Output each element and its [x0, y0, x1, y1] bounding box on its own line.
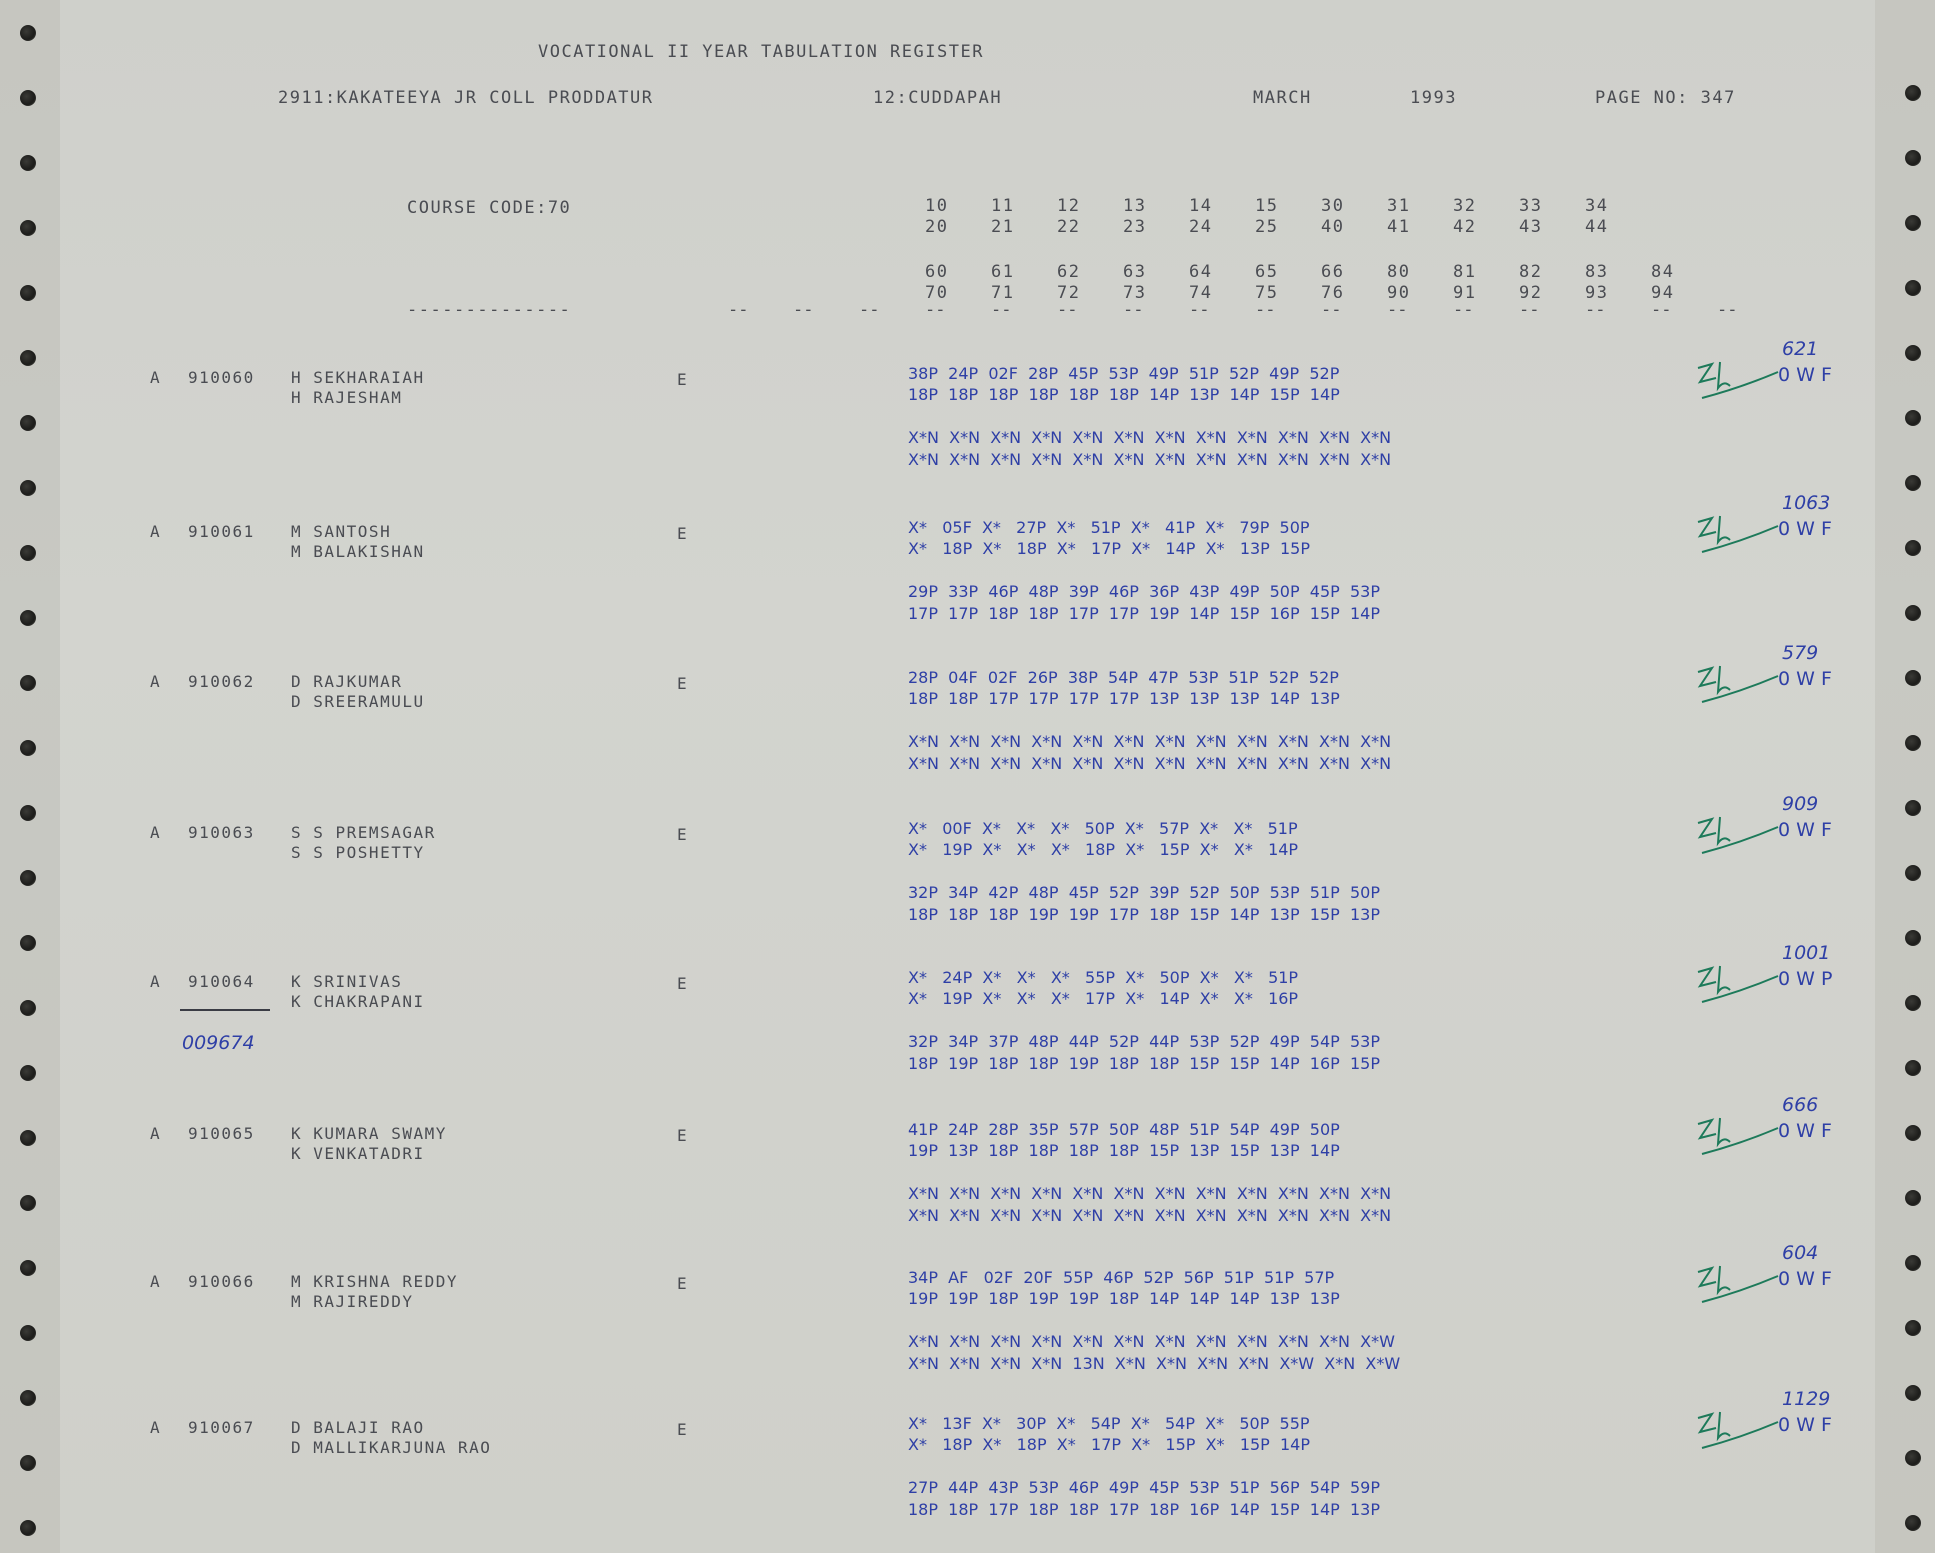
medium-code: E — [677, 370, 689, 389]
subject-code: 34 — [1585, 196, 1609, 216]
roll-number: 910066 — [188, 1272, 255, 1291]
subject-code: 32 — [1453, 196, 1477, 216]
feed-hole — [1905, 865, 1921, 881]
subject-code: 43 — [1519, 217, 1543, 237]
feed-hole — [20, 935, 36, 951]
marks-row-2: X* 19P X* X* X* 18P X* 15P X* X* 14P — [908, 840, 1299, 859]
father-name: D SREERAMULU — [291, 692, 425, 711]
student-category: A — [150, 1124, 162, 1143]
medium-code: E — [677, 1420, 689, 1439]
feed-hole — [20, 155, 36, 171]
subject-code: 24 — [1189, 217, 1213, 237]
examiner-signature — [1690, 1262, 1780, 1312]
student-category: A — [150, 672, 162, 691]
examiner-signature — [1690, 1408, 1780, 1458]
result-code: 0 W F — [1778, 1414, 1832, 1436]
column-dash: -- — [859, 300, 880, 320]
medium-code: E — [677, 1274, 689, 1293]
student-name: K KUMARA SWAMY — [291, 1124, 447, 1143]
result-code: 0 W F — [1778, 668, 1832, 690]
feed-hole — [1905, 345, 1921, 361]
column-dash: -- — [1189, 300, 1210, 320]
marks-row-3: X*N X*N X*N X*N X*N X*N X*N X*N X*N X*N X*N X*N — [908, 1184, 1392, 1203]
subject-code: 73 — [1123, 283, 1147, 303]
subject-code: 74 — [1189, 283, 1213, 303]
medium-code: E — [677, 524, 689, 543]
subject-code: 42 — [1453, 217, 1477, 237]
result-code: 0 W F — [1778, 364, 1832, 386]
college-name: 2911:KAKATEEYA JR COLL PRODDATUR — [278, 88, 654, 108]
marks-row-3: 27P 44P 43P 53P 46P 49P 45P 53P 51P 56P 54P 59P — [908, 1478, 1380, 1497]
subject-code: 15 — [1255, 196, 1279, 216]
feed-hole — [1905, 1320, 1921, 1336]
subject-code: 65 — [1255, 262, 1279, 282]
result-code: 0 W F — [1778, 1120, 1832, 1142]
marks-row-3: X*N X*N X*N X*N X*N X*N X*N X*N X*N X*N X*N X*N — [908, 428, 1392, 447]
column-dash: -- — [925, 300, 946, 320]
marks-row-4: X*N X*N X*N X*N X*N X*N X*N X*N X*N X*N X*N X*N — [908, 1206, 1392, 1225]
column-dash: -- — [1321, 300, 1342, 320]
marks-row-3: 32P 34P 42P 48P 45P 52P 39P 52P 50P 53P 51P 50P — [908, 883, 1380, 902]
student-category: A — [150, 972, 162, 991]
roll-number: 910060 — [188, 368, 255, 387]
exam-month: MARCH — [1253, 88, 1312, 108]
feed-hole — [1905, 85, 1921, 101]
marks-row-2: 18P 18P 17P 17P 17P 17P 13P 13P 13P 14P 13P — [908, 689, 1340, 708]
subject-code: 91 — [1453, 283, 1477, 303]
feed-hole — [1905, 1255, 1921, 1271]
feed-hole — [20, 1065, 36, 1081]
feed-hole — [1905, 735, 1921, 751]
total-marks: 1129 — [1782, 1388, 1831, 1410]
handwritten-note: 009674 — [182, 1032, 255, 1054]
column-dash: -- — [1519, 300, 1540, 320]
feed-hole — [20, 1390, 36, 1406]
feed-hole — [20, 675, 36, 691]
feed-hole — [1905, 540, 1921, 556]
subject-code: 21 — [991, 217, 1015, 237]
feed-hole — [20, 1260, 36, 1276]
marks-row-1: 38P 24P 02F 28P 45P 53P 49P 51P 52P 49P 52P — [908, 364, 1340, 383]
marks-row-2: X* 19P X* X* X* 17P X* 14P X* X* 16P — [908, 989, 1299, 1008]
column-dash: -- — [1057, 300, 1078, 320]
examiner-signature — [1690, 1114, 1780, 1164]
roll-underline — [180, 1009, 270, 1011]
marks-row-4: 18P 18P 17P 18P 18P 17P 18P 16P 14P 15P 14P 13P — [908, 1500, 1380, 1519]
subject-code: 72 — [1057, 283, 1081, 303]
subject-code: 94 — [1651, 283, 1675, 303]
feed-hole — [20, 1455, 36, 1471]
marks-row-3: X*N X*N X*N X*N X*N X*N X*N X*N X*N X*N X*N X*W — [908, 1332, 1395, 1351]
father-name: M RAJIREDDY — [291, 1292, 414, 1311]
column-dash: -- — [1717, 300, 1738, 320]
header-separator: -------------- — [407, 300, 572, 320]
feed-hole — [1905, 150, 1921, 166]
marks-row-4: X*N X*N X*N X*N X*N X*N X*N X*N X*N X*N X*N X*N — [908, 754, 1392, 773]
feed-hole — [20, 350, 36, 366]
exam-year: 1993 — [1410, 88, 1457, 108]
marks-row-2: 19P 19P 18P 19P 19P 18P 14P 14P 14P 13P 13P — [908, 1289, 1340, 1308]
examiner-signature — [1690, 662, 1780, 712]
marks-row-3: 29P 33P 46P 48P 39P 46P 36P 43P 49P 50P 45P 53P — [908, 582, 1380, 601]
feed-hole — [1905, 1385, 1921, 1401]
roll-number: 910062 — [188, 672, 255, 691]
examiner-signature — [1690, 813, 1780, 863]
column-dash: -- — [1123, 300, 1144, 320]
marks-row-2: 18P 18P 18P 18P 18P 18P 14P 13P 14P 15P 14P — [908, 385, 1340, 404]
district: 12:CUDDAPAH — [873, 88, 1003, 108]
medium-code: E — [677, 674, 689, 693]
marks-row-1: X* 00F X* X* X* 50P X* 57P X* X* 51P — [908, 819, 1298, 838]
total-marks: 1063 — [1782, 492, 1831, 514]
father-name: D MALLIKARJUNA RAO — [291, 1438, 492, 1457]
register-title: VOCATIONAL II YEAR TABULATION REGISTER — [538, 42, 984, 62]
marks-row-1: X* 05F X* 27P X* 51P X* 41P X* 79P 50P — [908, 518, 1310, 537]
total-marks: 579 — [1782, 642, 1819, 664]
marks-row-1: 41P 24P 28P 35P 57P 50P 48P 51P 54P 49P 50P — [908, 1120, 1340, 1139]
marks-row-4: 18P 19P 18P 18P 19P 18P 18P 15P 15P 14P 16P 15P — [908, 1054, 1380, 1073]
student-category: A — [150, 823, 162, 842]
feed-hole — [20, 1130, 36, 1146]
feed-hole — [1905, 605, 1921, 621]
subject-code: 63 — [1123, 262, 1147, 282]
student-name: M KRISHNA REDDY — [291, 1272, 458, 1291]
subject-code: 81 — [1453, 262, 1477, 282]
marks-row-1: X* 13F X* 30P X* 54P X* 54P X* 50P 55P — [908, 1414, 1310, 1433]
marks-row-3: X*N X*N X*N X*N X*N X*N X*N X*N X*N X*N X*N X*N — [908, 732, 1392, 751]
medium-code: E — [677, 974, 689, 993]
column-dash: -- — [1453, 300, 1474, 320]
subject-code: 62 — [1057, 262, 1081, 282]
subject-code: 84 — [1651, 262, 1675, 282]
father-name: M BALAKISHAN — [291, 542, 425, 561]
result-code: 0 W F — [1778, 518, 1832, 540]
result-code: 0 W F — [1778, 819, 1832, 841]
marks-row-4: X*N X*N X*N X*N 13N X*N X*N X*N X*N X*W X*N X*W — [908, 1354, 1401, 1373]
feed-hole — [20, 25, 36, 41]
marks-row-1: 28P 04F 02F 26P 38P 54P 47P 53P 51P 52P 52P — [908, 668, 1339, 687]
total-marks: 1001 — [1782, 942, 1831, 964]
feed-hole — [1905, 215, 1921, 231]
marks-row-2: X* 18P X* 18P X* 17P X* 15P X* 15P 14P — [908, 1435, 1310, 1454]
column-dash: -- — [1585, 300, 1606, 320]
right-tractor-strip — [1875, 0, 1935, 1553]
marks-row-4: 18P 18P 18P 19P 19P 17P 18P 15P 14P 13P 15P 13P — [908, 905, 1380, 924]
subject-code: 83 — [1585, 262, 1609, 282]
feed-hole — [1905, 475, 1921, 491]
total-marks: 604 — [1782, 1242, 1819, 1264]
subject-code: 44 — [1585, 217, 1609, 237]
feed-hole — [1905, 995, 1921, 1011]
feed-hole — [20, 1520, 36, 1536]
subject-code: 92 — [1519, 283, 1543, 303]
subject-code: 60 — [925, 262, 949, 282]
medium-code: E — [677, 825, 689, 844]
marks-row-2: X* 18P X* 18P X* 17P X* 14P X* 13P 15P — [908, 539, 1310, 558]
student-category: A — [150, 522, 162, 541]
student-name: D RAJKUMAR — [291, 672, 403, 691]
total-marks: 666 — [1782, 1094, 1819, 1116]
marks-row-1: 34P AF 02F 20F 55P 46P 52P 56P 51P 51P 57P — [908, 1268, 1335, 1287]
feed-hole — [20, 805, 36, 821]
feed-hole — [1905, 800, 1921, 816]
subject-code: 40 — [1321, 217, 1345, 237]
feed-hole — [1905, 1190, 1921, 1206]
father-name: H RAJESHAM — [291, 388, 403, 407]
subject-code: 23 — [1123, 217, 1147, 237]
marks-row-4: X*N X*N X*N X*N X*N X*N X*N X*N X*N X*N X*N X*N — [908, 450, 1392, 469]
subject-code: 75 — [1255, 283, 1279, 303]
subject-code: 66 — [1321, 262, 1345, 282]
examiner-signature — [1690, 962, 1780, 1012]
subject-code: 30 — [1321, 196, 1345, 216]
subject-code: 22 — [1057, 217, 1081, 237]
feed-hole — [20, 220, 36, 236]
roll-number: 910067 — [188, 1418, 255, 1437]
feed-hole — [1905, 410, 1921, 426]
feed-hole — [20, 1195, 36, 1211]
student-category: A — [150, 368, 162, 387]
subject-code: 70 — [925, 283, 949, 303]
feed-hole — [1905, 1450, 1921, 1466]
subject-code: 25 — [1255, 217, 1279, 237]
feed-hole — [20, 740, 36, 756]
subject-code: 31 — [1387, 196, 1411, 216]
column-dash: -- — [728, 300, 749, 320]
roll-number: 910064 — [188, 972, 255, 991]
father-name: K VENKATADRI — [291, 1144, 425, 1163]
marks-row-4: 17P 17P 18P 18P 17P 17P 19P 14P 15P 16P 15P 14P — [908, 604, 1380, 623]
subject-code: 33 — [1519, 196, 1543, 216]
column-dash: -- — [793, 300, 814, 320]
subject-code: 20 — [925, 217, 949, 237]
subject-code: 76 — [1321, 283, 1345, 303]
subject-code: 64 — [1189, 262, 1213, 282]
student-category: A — [150, 1418, 162, 1437]
student-name: M SANTOSH — [291, 522, 392, 541]
subject-code: 90 — [1387, 283, 1411, 303]
subject-code: 10 — [925, 196, 949, 216]
student-category: A — [150, 1272, 162, 1291]
roll-number: 910063 — [188, 823, 255, 842]
feed-hole — [20, 1325, 36, 1341]
feed-hole — [1905, 670, 1921, 686]
student-name: K SRINIVAS — [291, 972, 403, 991]
feed-hole — [20, 545, 36, 561]
subject-code: 82 — [1519, 262, 1543, 282]
feed-hole — [20, 610, 36, 626]
feed-hole — [20, 480, 36, 496]
feed-hole — [1905, 280, 1921, 296]
total-marks: 621 — [1782, 338, 1819, 360]
course-code: COURSE CODE:70 — [407, 198, 572, 218]
total-marks: 909 — [1782, 793, 1819, 815]
feed-hole — [20, 285, 36, 301]
examiner-signature — [1690, 512, 1780, 562]
subject-code: 11 — [991, 196, 1015, 216]
father-name: K CHAKRAPANI — [291, 992, 425, 1011]
marks-row-1: X* 24P X* X* X* 55P X* 50P X* X* 51P — [908, 968, 1299, 987]
result-code: 0 W F — [1778, 1268, 1832, 1290]
father-name: S S POSHETTY — [291, 843, 425, 862]
column-dash: -- — [1387, 300, 1408, 320]
feed-hole — [1905, 1125, 1921, 1141]
column-dash: -- — [1651, 300, 1672, 320]
feed-hole — [20, 90, 36, 106]
roll-number: 910065 — [188, 1124, 255, 1143]
subject-code: 41 — [1387, 217, 1411, 237]
page-number: PAGE NO: 347 — [1595, 88, 1736, 108]
student-name: S S PREMSAGAR — [291, 823, 436, 842]
subject-code: 61 — [991, 262, 1015, 282]
student-name: H SEKHARAIAH — [291, 368, 425, 387]
medium-code: E — [677, 1126, 689, 1145]
roll-number: 910061 — [188, 522, 255, 541]
feed-hole — [1905, 930, 1921, 946]
marks-row-2: 19P 13P 18P 18P 18P 18P 15P 13P 15P 13P 14P — [908, 1141, 1340, 1160]
subject-code: 13 — [1123, 196, 1147, 216]
marks-row-3: 32P 34P 37P 48P 44P 52P 44P 53P 52P 49P 54P 53P — [908, 1032, 1380, 1051]
subject-code: 80 — [1387, 262, 1411, 282]
examiner-signature — [1690, 358, 1780, 408]
subject-code: 12 — [1057, 196, 1081, 216]
feed-hole — [20, 870, 36, 886]
column-dash: -- — [991, 300, 1012, 320]
subject-code: 14 — [1189, 196, 1213, 216]
feed-hole — [1905, 1515, 1921, 1531]
result-code: 0 W P — [1778, 968, 1833, 990]
feed-hole — [20, 1000, 36, 1016]
feed-hole — [20, 415, 36, 431]
subject-code: 71 — [991, 283, 1015, 303]
feed-hole — [1905, 1060, 1921, 1076]
student-name: D BALAJI RAO — [291, 1418, 425, 1437]
subject-code: 93 — [1585, 283, 1609, 303]
column-dash: -- — [1255, 300, 1276, 320]
